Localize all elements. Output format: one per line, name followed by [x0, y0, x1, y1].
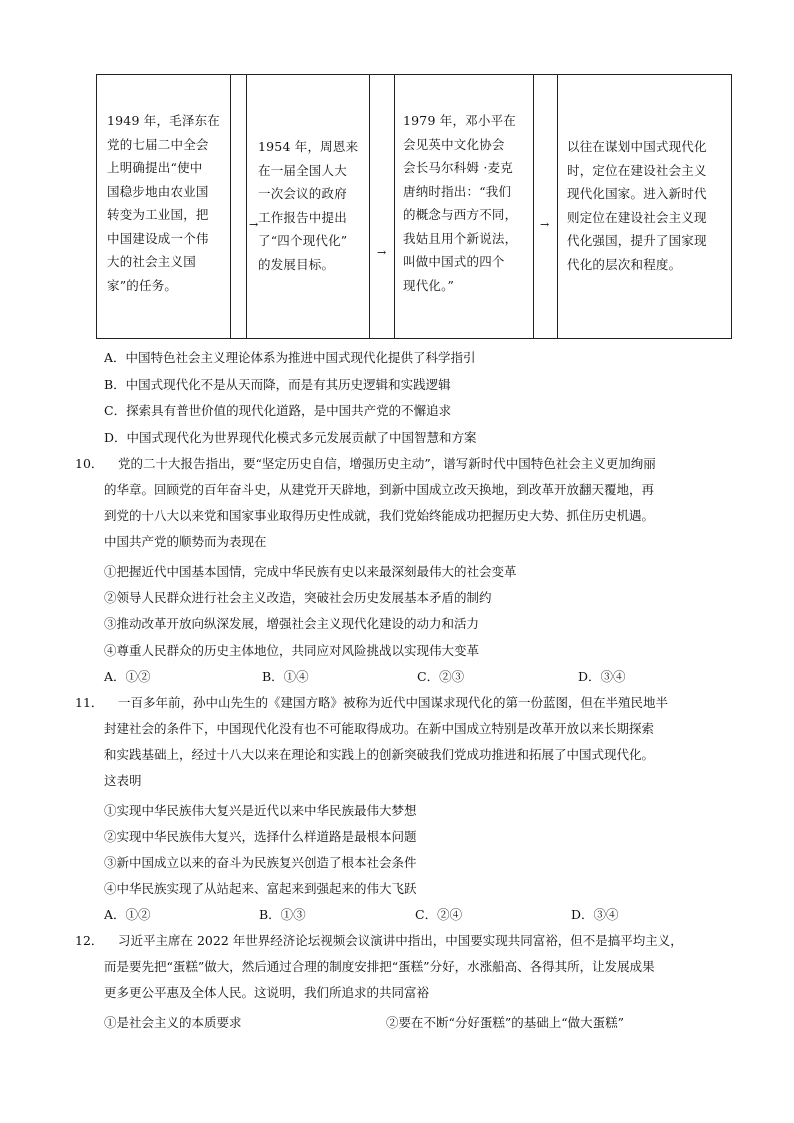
q10-stem-line: 的华章。回顾党的百年奋斗史，从建党开天辟地，到新中国成立改天换地，到改革开放翻天覆地，再 — [104, 482, 655, 497]
q10-stem-line: 党的二十大报告指出，要“坚定历史自信，增强历史主动”，谱写新时代中国特色社会主义更加绚丽 — [118, 456, 656, 471]
q12-item-1: ①是社会主义的本质要求 — [104, 1015, 242, 1030]
q10-item-3: ③推动改革开放向纵深发展，增强社会主义现代化建设的动力和活力 — [104, 616, 480, 631]
q9-option-c: C．探索具有普世价值的现代化道路，是中国共产党的不懈追求 — [104, 403, 452, 418]
table-divider — [533, 75, 534, 338]
q11-item-1: ①实现中华民族伟大复兴是近代以来中华民族最伟大梦想 — [104, 803, 417, 818]
q11-option-c: C．②④ — [415, 907, 463, 922]
q10-stem-line: 到党的十八大以来党和国家事业取得历史性成就，我们党始终能成功把握历史大势、抓住历史机遇。 — [104, 508, 655, 523]
table-divider — [230, 75, 231, 338]
q12-stem-line: 习近平主席在 2022 年世界经济论坛视频会议演讲中指出，中国要实现共同富裕，但不是搞平均主义， — [118, 933, 683, 948]
q11-number: 11． — [75, 695, 104, 710]
table-divider — [246, 75, 247, 338]
flow-box-1979: 1979 年，邓小平在 会见英中文化协会 会长马尔科姆 ·麦克 唐纳时指出：“我们 的概念与西方不同， 我姑且用个新说法， 叫做中国式的四个 现代化。” — [403, 113, 518, 293]
q11-option-a: A．①② — [104, 907, 151, 922]
q10-option-d: D．③④ — [578, 669, 626, 684]
q11-stem-line: 封建社会的条件下，中国现代化没有也不可能取得成功。在新中国成立特别是改革开放以来长期探索 — [104, 721, 655, 736]
q10-item-1: ①把握近代中国基本国情，完成中华民族有史以来最深刻最伟大的社会变革 — [104, 564, 517, 579]
q11-stem-line: 这表明 — [104, 773, 142, 788]
q10-stem-line: 中国共产党的顺势而为表现在 — [104, 534, 267, 549]
q9-option-b: B．中国式现代化不是从天而降，而是有其历史逻辑和实践逻辑 — [104, 377, 451, 392]
q10-option-b: B．①④ — [262, 669, 309, 684]
q11-item-3: ③新中国成立以来的奋斗为民族复兴创造了根本社会条件 — [104, 855, 417, 870]
q10-number: 10． — [75, 456, 104, 471]
q10-option-c: C．②③ — [417, 669, 465, 684]
q11-item-2: ②实现中华民族伟大复兴，选择什么样道路是最根本问题 — [104, 829, 417, 844]
flow-box-1949: 1949 年，毛泽东在 党的七届二中全会 上明确提出“使中 国稳步地由农业国 转变为工业国，把 中国建设成一个伟 大的社会主义国 家”的任务。 — [107, 113, 220, 293]
q10-item-2: ②领导人民群众进行社会主义改造，突破社会历史发展基本矛盾的制约 — [104, 590, 492, 605]
q11-option-d: D．③④ — [571, 907, 619, 922]
table-divider — [557, 75, 558, 338]
arrow-right-icon: → — [249, 218, 259, 231]
q10-option-a: A．①② — [104, 669, 151, 684]
q11-stem-line: 和实践基础上，经过十八大以来在理论和实践上的创新突破我们党成功推进和拓展了中国式现代化。 — [104, 747, 655, 762]
flow-box-1954: 1954 年，周恩来 在一届全国人大 一次会议的政府 工作报告中提出 了“四个现代化” 的发展目标。 — [258, 139, 359, 272]
q11-stem-line: 一百多年前，孙中山先生的《建国方略》被称为近代中国谋求现代化的第一份蓝图，但在半殖民地半 — [118, 695, 669, 710]
q12-number: 12． — [75, 933, 104, 948]
q11-option-b: B．①③ — [259, 907, 306, 922]
q10-item-4: ④尊重人民群众的历史主体地位，共同应对风险挑战以实现伟大变革 — [104, 643, 480, 658]
q9-option-a: A．中国特色社会主义理论体系为推进中国式现代化提供了科学指引 — [104, 350, 476, 365]
q11-item-4: ④中华民族实现了从站起来、富起来到强起来的伟大飞跃 — [104, 881, 417, 896]
q12-stem-line: 更多更公平惠及全体人民。这说明，我们所追求的共同富裕 — [104, 985, 430, 1000]
q12-stem-line: 而是要先把“蛋糕”做大，然后通过合理的制度安排把“蛋糕”分好，水涨船高、各得其所，让发展成果 — [104, 959, 655, 974]
flow-box-new-era: 以往在谋划中国式现代化 时，定位在建设社会主义 现代化国家。进入新时代 则定位在建设社会主义现 代化强国，提升了国家现 代化的层次和程度。 — [567, 139, 707, 272]
flow-table — [96, 74, 732, 339]
q9-option-d: D．中国式现代化为世界现代化模式多元发展贡献了中国智慧和方案 — [104, 430, 477, 445]
arrow-right-icon: → — [540, 218, 550, 231]
table-divider — [394, 75, 395, 338]
q12-item-2: ②要在不断“分好蛋糕”的基础上“做大蛋糕” — [386, 1015, 625, 1030]
arrow-right-icon: → — [377, 246, 387, 259]
